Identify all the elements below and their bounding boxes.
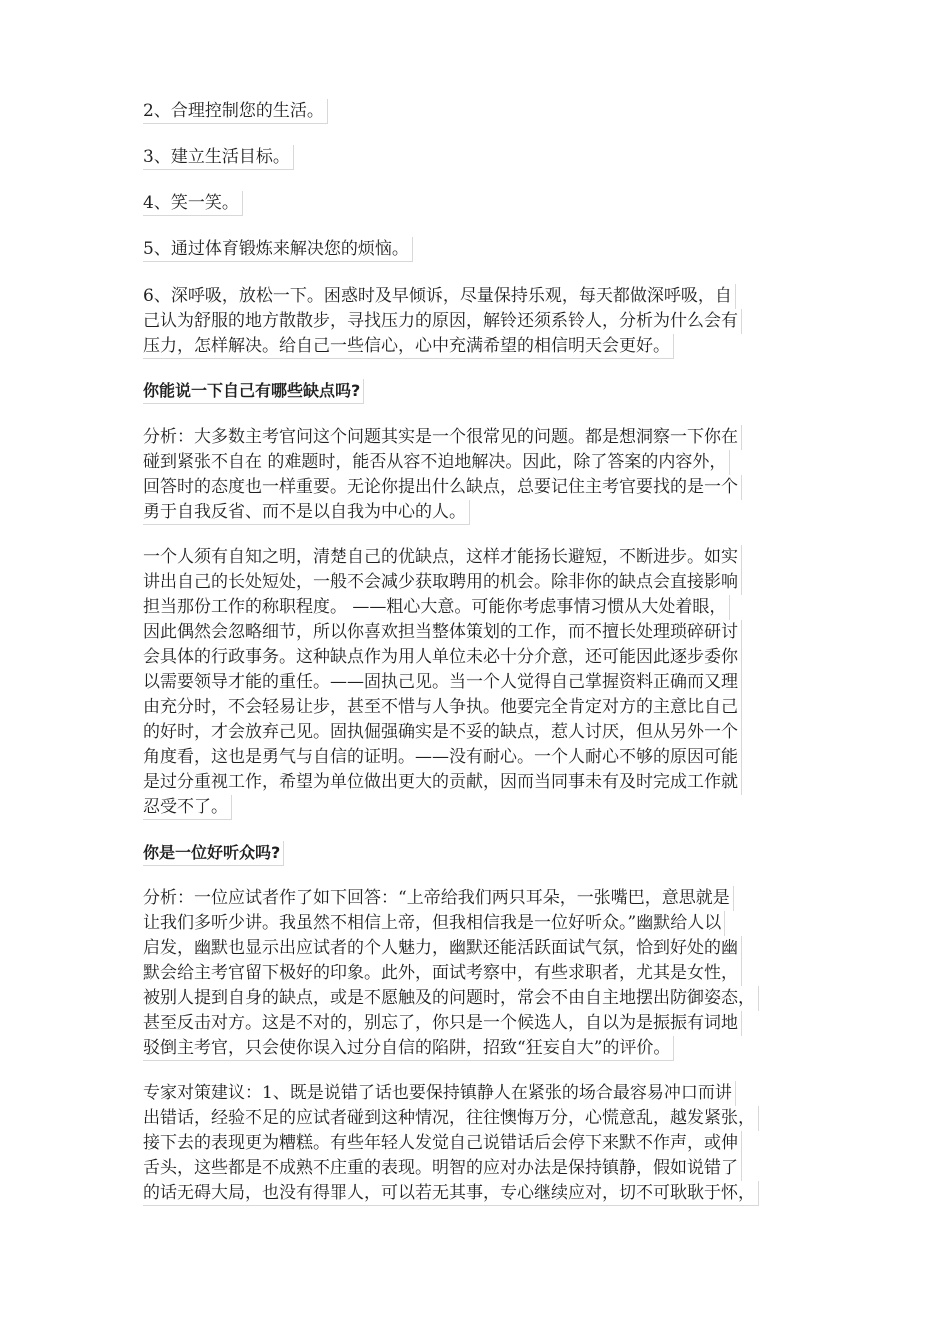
paragraph-line: 忍受不了。 [143,795,232,820]
list-item: 3、建立生活目标。 [143,145,294,170]
paragraph-line: 出错话，经验不足的应试者碰到这种情况，往往懊悔万分，心慌意乱，越发紧张， [143,1106,759,1131]
paragraph-line: 己认为舒服的地方散散步，寻找压力的原因，解铃还须系铃人，分析为什么会有 [143,309,742,334]
paragraph-line: 甚至反击对方。这是不对的，别忘了，你只是一个候选人，自以为是振振有词地 [143,1011,742,1036]
paragraph-line: 会具体的行政事务。这种缺点作为用人单位未必十分介意，还可能因此逐步委你 [143,645,742,670]
paragraph-line: 勇于自我反省、而不是以自我为中心的人。 [143,500,470,525]
paragraph-line: 驳倒主考官，只会使你误入过分自信的陷阱，招致“狂妄自大”的评价。 [143,1036,674,1061]
question-heading: 你是一位好听众吗? [143,841,284,866]
paragraph-line: 让我们多听少讲。我虽然不相信上帝，但我相信我是一位好听众。”幽默给人以 [143,911,725,936]
question-heading: 你能说一下自己有哪些缺点吗? [143,379,364,404]
paragraph-line: 以需要领导才能的重任。——固执己见。当一个人觉得自己掌握资料正确而又理 [143,670,742,695]
paragraph-line: 回答时的态度也一样重要。无论你提出什么缺点，总要记住主考官要找的是一个 [143,475,742,500]
paragraph-line: 讲出自己的长处短处，一般不会减少获取聘用的机会。除非你的缺点会直接影响 [143,570,742,595]
paragraph-line: 因此偶然会忽略细节，所以你喜欢担当整体策划的工作，而不擅长处理琐碎研讨 [143,620,742,645]
list-item: 4、笑一笑。 [143,191,243,216]
paragraph-line: 被别人提到自身的缺点，或是不愿触及的问题时，常会不由自主地摆出防御姿态， [143,986,759,1011]
paragraph-line: 的话无碍大局，也没有得罪人，可以若无其事，专心继续应对，切不可耿耿于怀， [143,1181,759,1206]
list-item: 5、通过体育锻炼来解决您的烦恼。 [143,237,413,262]
paragraph-line: 碰到紧张不自在 的难题时，能否从容不迫地解决。因此，除了答案的内容外， [143,450,730,475]
paragraph-line: 启发，幽默也显示出应试者的个人魅力，幽默还能活跃面试气氛，恰到好处的幽 [143,936,742,961]
paragraph-line: 专家对策建议：1、既是说错了话也要保持镇静人在紧张的场合最容易冲口而讲 [143,1081,736,1106]
paragraph-line: 分析：大多数主考官问这个问题其实是一个很常见的问题。都是想洞察一下你在 [143,425,742,450]
paragraph-line: 压力，怎样解决。给自己一些信心，心中充满希望的相信明天会更好。 [143,334,674,359]
list-item: 2、合理控制您的生活。 [143,99,328,124]
paragraph-line: 由充分时，不会轻易让步，甚至不惜与人争执。他要完全肯定对方的主意比自己 [143,695,742,720]
paragraph-line: 一个人须有自知之明，清楚自己的优缺点，这样才能扬长避短，不断进步。如实 [143,545,742,570]
paragraph-line: 分析：一位应试者作了如下回答：“上帝给我们两只耳朵，一张嘴巴，意思就是 [143,886,734,911]
paragraph-line: 默会给主考官留下极好的印象。此外，面试考察中，有些求职者，尤其是女性， [143,961,742,986]
paragraph-line: 的好时，才会放弃己见。固执倔强确实是不妥的缺点，惹人讨厌，但从另外一个 [143,720,742,745]
paragraph-line: 角度看，这也是勇气与自信的证明。——没有耐心。一个人耐心不够的原因可能 [143,745,742,770]
paragraph-line: 6、深呼吸，放松一下。困惑时及早倾诉，尽量保持乐观，每天都做深呼吸，自 [143,284,736,309]
paragraph-line: 舌头，这些都是不成熟不庄重的表现。明智的应对办法是保持镇静，假如说错了 [143,1156,742,1181]
paragraph-line: 是过分重视工作，希望为单位做出更大的贡献，因而当同事未有及时完成工作就 [143,770,742,795]
paragraph-line: 担当那份工作的称职程度。 ——粗心大意。可能你考虑事情习惯从大处着眼， [143,595,730,620]
paragraph-line: 接下去的表现更为糟糕。有些年轻人发觉自己说错话后会停下来默不作声，或伸 [143,1131,742,1156]
